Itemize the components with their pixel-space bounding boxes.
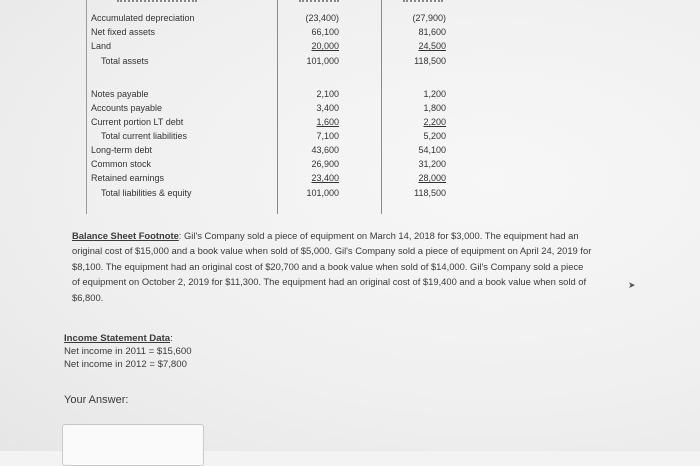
value-col1: 7,100 [316, 131, 339, 141]
value-col1: (23,400) [305, 13, 339, 23]
value-col2: 5,200 [423, 131, 446, 141]
footnote-title: Balance Sheet Footnote [72, 230, 179, 241]
row-label: Accounts payable [91, 103, 163, 113]
value-col2: 28,000 [418, 173, 446, 183]
cropped-row-marks [299, 0, 339, 6]
income-line: Net income in 2011 = $15,600 [64, 346, 192, 357]
row-label: Total current liabilities [101, 131, 188, 141]
value-col1: 3,400 [316, 103, 339, 113]
value-col2: 1,200 [423, 89, 446, 99]
cropped-row-marks [403, 0, 443, 6]
row-label: Common stock [91, 159, 152, 169]
value-col2: 31,200 [418, 159, 446, 169]
row-label: Total assets [101, 56, 149, 66]
value-col1: 1,600 [316, 117, 339, 127]
value-col1: 20,000 [311, 41, 339, 51]
row-label: Notes payable [91, 89, 149, 99]
value-col2: 1,800 [423, 103, 446, 113]
income-statement-section: Income Statement Data: Net income in 2011 = $15,600 Net income in 2012 = $7,800 [64, 333, 192, 370]
row-label: Accumulated depreciation [91, 13, 195, 23]
row-label: Retained earnings [91, 173, 165, 183]
footnote-paragraph [72, 228, 592, 305]
cropped-row-marks [117, 0, 197, 6]
row-label: Total liabilities & equity [101, 188, 192, 198]
column-divider [381, 0, 382, 214]
value-col1: 101,000 [306, 56, 339, 66]
value-col2: (27,900) [412, 13, 446, 23]
value-col2: 118,500 [414, 56, 446, 66]
value-col2: 81,600 [418, 27, 446, 37]
column-divider [277, 0, 278, 214]
value-col2: 2,200 [423, 117, 446, 127]
value-col1: 43,600 [311, 145, 339, 155]
value-col2: 118,500 [414, 188, 446, 198]
value-col1: 23,400 [311, 173, 339, 183]
value-col2: 24,500 [418, 41, 446, 51]
footnote-text: : Gil's Company sold a piece of equipment on March 14, 2018 for $3,000. The equipment had an original cost of $15,000 and a book value when sold of $5,000. Gil's Company sold a piece of equipment on April 24, 2019 for $8,100. The equipment had an original cost of $20,700 and a book value when sold of $14,000. Gil's Company sold a piece of equipment on October 2, 2019 for $11,300. The equipment had an original cost of $19,400 and a book value when sold of $6,800. [72, 230, 592, 303]
value-col1: 26,900 [311, 159, 339, 169]
income-title: Income Statement Data [64, 333, 171, 344]
answer-input[interactable] [62, 424, 204, 466]
row-label: Land [91, 41, 112, 51]
value-col2: 54,100 [418, 145, 446, 155]
value-col1: 2,100 [316, 89, 339, 99]
your-answer-label: Your Answer: [64, 394, 129, 406]
row-label: Net fixed assets [91, 27, 156, 37]
balance-sheet-table [86, 0, 487, 214]
row-label: Current portion LT debt [91, 117, 184, 127]
value-col1: 101,000 [306, 188, 339, 198]
row-label: Long-term debt [91, 145, 153, 155]
income-line: Net income in 2012 = $7,800 [64, 359, 187, 370]
value-col1: 66,100 [311, 27, 339, 37]
mouse-cursor-icon: ➤ [628, 280, 636, 290]
